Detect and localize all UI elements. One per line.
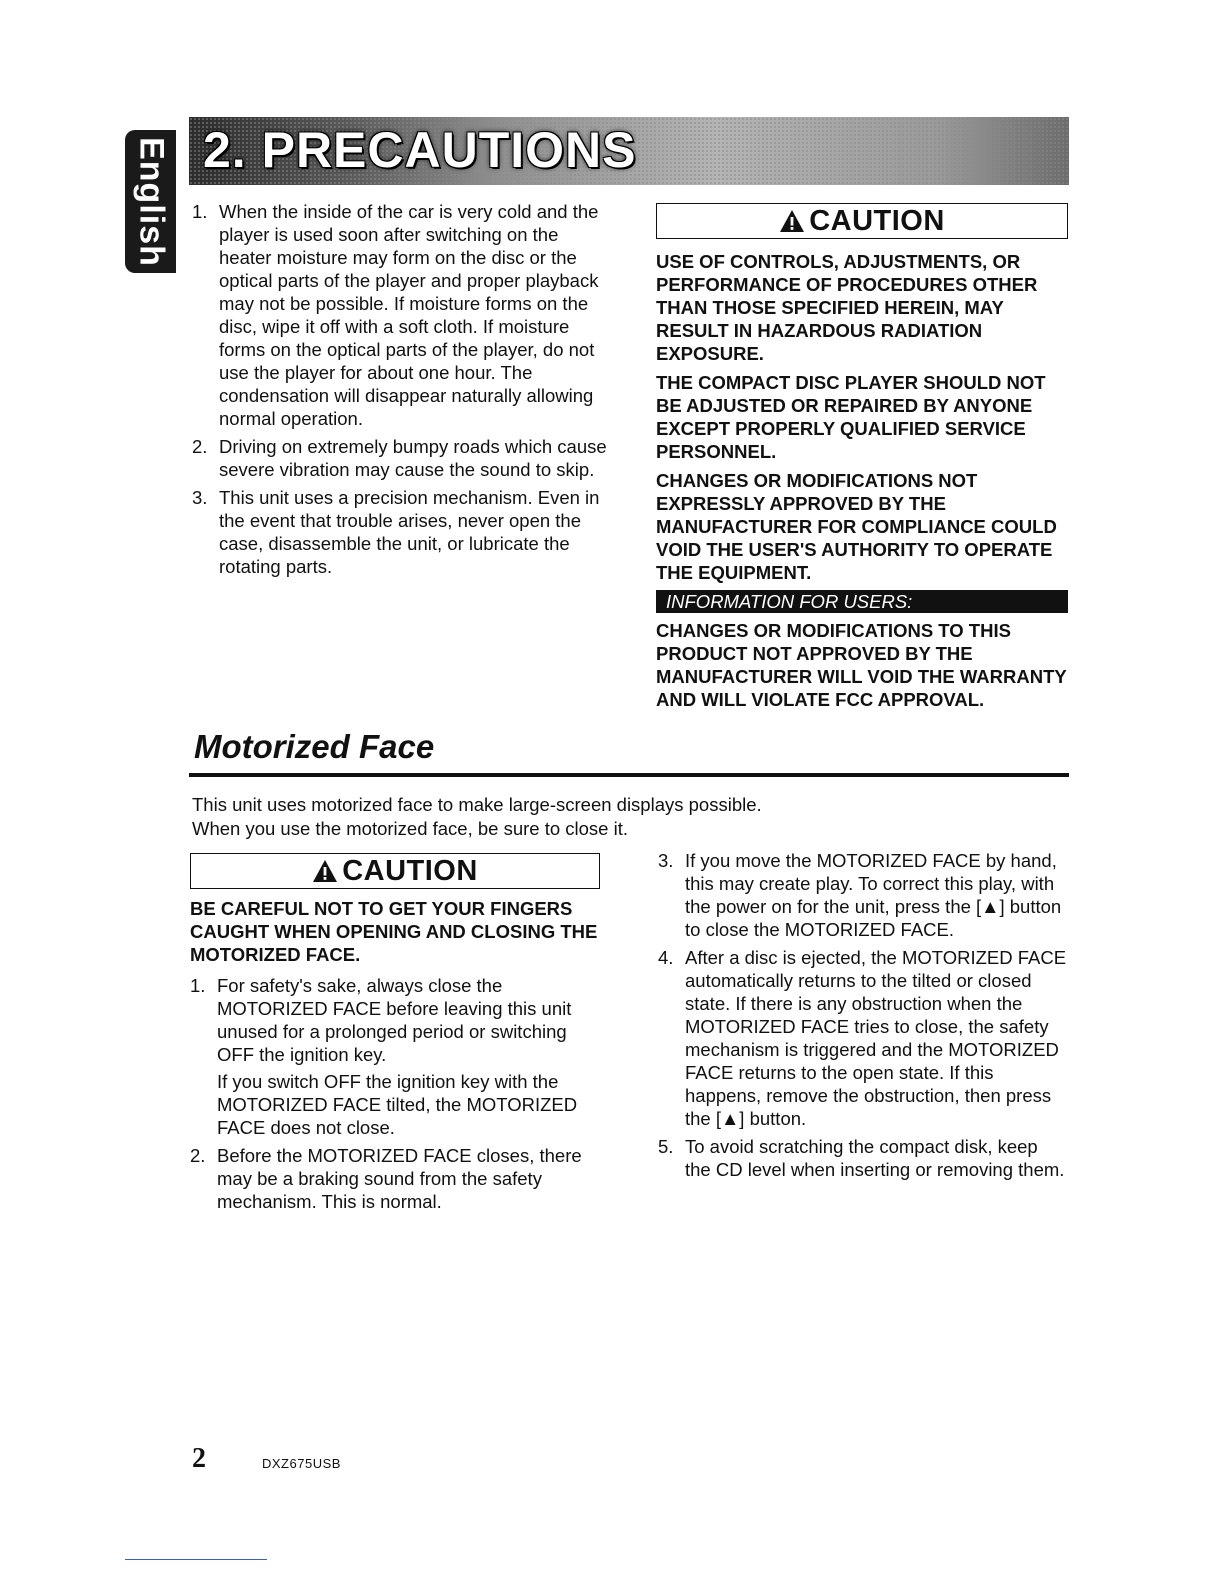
caution-label: CAUTION <box>809 204 945 237</box>
caution-paragraph: CHANGES OR MODIFICATIONS NOT EXPRESSLY APPROVED BY THE MANUFACTURER FOR COMPLIANCE COULD VOID THE USER'S AUTHORITY TO OPERATE THE EQUIPMENT. <box>656 470 1057 583</box>
item-text: When the inside of the car is very cold and the player is used soon after switching on the heater moisture may form on the disc or the optical parts of the player and proper playback may not be possible. If moisture forms on the disc, wipe it off with a soft cloth. If moisture forms on the optical parts of the player, do not use the player for about one hour. The condensation will disappear naturally allowing normal operation. <box>219 201 599 429</box>
item-text: Driving on extremely bumpy roads which cause severe vibration may cause the sound to skip. <box>219 436 607 480</box>
info-users-text: CHANGES OR MODIFICATIONS TO THIS PRODUCT NOT APPROVED BY THE MANUFACTURER WILL VOID THE WARRANTY AND WILL VIOLATE FCC APPROVAL. <box>656 620 1067 710</box>
page-number: 2 <box>192 1443 206 1474</box>
item-number: 4. <box>658 947 674 968</box>
warning-triangle-icon <box>312 859 338 883</box>
item-number: 3. <box>192 487 208 508</box>
list-item <box>192 486 612 578</box>
item-text: Before the MOTORIZED FACE closes, there may be a braking sound from the safety mechanism. This is normal. <box>217 1145 582 1212</box>
list-item <box>658 946 1068 1130</box>
caution-panel-top <box>656 203 1068 717</box>
section-divider <box>189 773 1069 777</box>
item-text: To avoid scratching the compact disk, keep the CD level when inserting or removing them. <box>685 1136 1065 1180</box>
item-text: If you switch OFF the ignition key with the MOTORIZED FACE tilted, the MOTORIZED FACE does not close. <box>217 1071 578 1138</box>
caution-text: BE CAREFUL NOT TO GET YOUR FINGERS CAUGHT WHEN OPENING AND CLOSING THE MOTORIZED FACE. <box>190 898 598 965</box>
list-item <box>192 435 612 481</box>
item-number: 2. <box>192 436 208 457</box>
section-title: 2. PRECAUTIONS <box>203 122 637 178</box>
motorized-intro <box>192 793 1052 841</box>
item-text: After a disc is ejected, the MOTORIZED FACE automatically returns to the tilted or closed state. If there is any obstruction when the MOTORIZED FACE tries to close, the safety mechanism is triggered and the MOTORIZED FACE returns to the open state. If this happens, remove the obstruction, then press the [▲] button. <box>685 947 1067 1129</box>
language-tab <box>125 130 176 273</box>
list-item <box>190 1144 600 1213</box>
caution-paragraph: USE OF CONTROLS, ADJUSTMENTS, OR PERFORMANCE OF PROCEDURES OTHER THAN THOSE SPECIFIED HEREIN, MAY RESULT IN HAZARDOUS RADIATION EXPOSURE. <box>656 251 1038 364</box>
item-text: This unit uses a precision mechanism. Even in the event that trouble arises, never open the case, disassemble the unit, or lubricate the rotating parts. <box>219 487 600 577</box>
motorized-left-column <box>190 853 600 1218</box>
intro-line: This unit uses motorized face to make large-screen displays possible. <box>192 794 762 815</box>
list-item <box>658 1135 1068 1181</box>
caution-header <box>190 853 600 889</box>
language-tab-label: English <box>132 136 170 267</box>
subsection-heading: Motorized Face <box>194 728 435 765</box>
intro-line: When you use the motorized face, be sure to close it. <box>192 818 629 839</box>
model-name: DXZ675USB <box>262 1456 341 1471</box>
info-users-heading: INFORMATION FOR USERS: <box>656 590 1068 613</box>
caution-label: CAUTION <box>342 854 478 887</box>
list-item <box>190 974 600 1139</box>
list-item <box>192 200 612 430</box>
warning-triangle-icon <box>779 209 805 233</box>
precautions-list <box>192 200 612 583</box>
item-number: 2. <box>190 1145 206 1166</box>
section-banner <box>189 117 1069 185</box>
item-number: 1. <box>192 201 208 222</box>
footer-rule <box>125 1559 267 1560</box>
caution-paragraph: THE COMPACT DISC PLAYER SHOULD NOT BE ADJUSTED OR REPAIRED BY ANYONE EXCEPT PROPERLY QUALIFIED SERVICE PERSONNEL. <box>656 372 1046 462</box>
list-item <box>658 849 1068 941</box>
item-number: 5. <box>658 1136 674 1157</box>
motorized-right-column <box>658 849 1068 1186</box>
caution-header <box>656 203 1068 239</box>
item-number: 3. <box>658 850 674 871</box>
item-number: 1. <box>190 975 206 996</box>
item-text: For safety's sake, always close the MOTORIZED FACE before leaving this unit unused for a prolonged period or switching OFF the ignition key. <box>217 975 572 1065</box>
item-text: If you move the MOTORIZED FACE by hand, this may create play. To correct this play, with the power on for the unit, press the [▲] button to close the MOTORIZED FACE. <box>685 850 1062 940</box>
